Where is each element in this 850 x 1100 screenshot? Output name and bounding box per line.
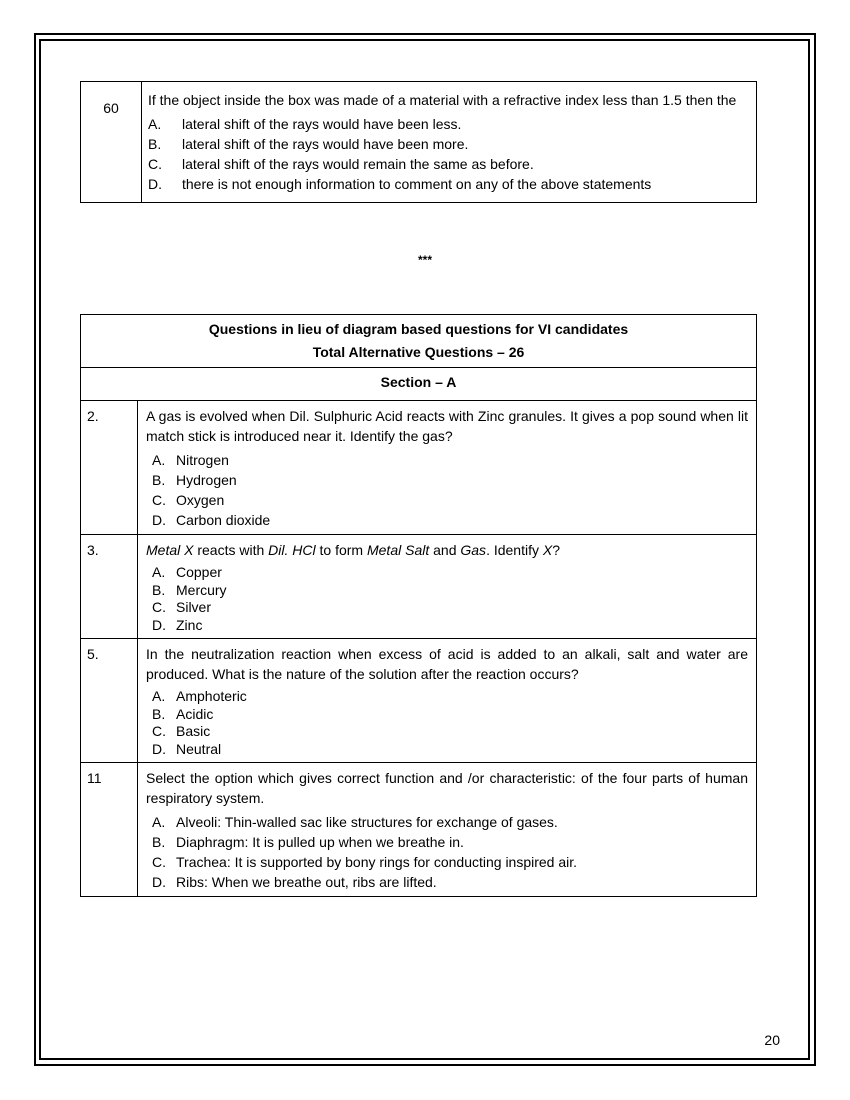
option-b: B. Acidic	[152, 705, 214, 722]
option-d: D. Neutral	[152, 740, 222, 757]
question-body	[138, 401, 757, 535]
question-stem: Select the option which gives correct function and /or characteristic: of the four parts of human respiratory system.	[146, 770, 748, 806]
question-number: 11	[81, 763, 138, 897]
option-c: C. lateral shift of the rays would remain the same as before.	[148, 156, 534, 172]
question-number: 3.	[81, 535, 138, 639]
question-body	[138, 639, 757, 763]
question-body	[142, 82, 757, 203]
option-a: A. Amphoteric	[152, 688, 247, 704]
question-stem: In the neutralization reaction when excess of acid is added to an alkali, salt and water are produced. What is the nature of the solution after the reaction occurs?	[146, 646, 748, 682]
option-c: C. Silver	[152, 599, 212, 615]
question-row	[81, 535, 757, 639]
option-b: B. Diaphragm: It is pulled up when we breathe in.	[152, 834, 464, 850]
question-row	[81, 401, 757, 535]
heading-line-2: Total Alternative Questions – 26	[312, 344, 525, 360]
question-stem: If the object inside the box was made of a material with a refractive index less than 1.5 then the	[148, 92, 737, 108]
question-60-table	[80, 81, 757, 203]
question-number: 5.	[81, 639, 138, 763]
section-separator: ***	[417, 253, 432, 267]
alternative-questions-table	[80, 314, 757, 897]
section-title: Section – A	[81, 368, 757, 401]
question-number: 60	[81, 82, 142, 203]
page-number: 20	[764, 1032, 780, 1048]
option-a: A. Alveoli: Thin-walled sac like structures for exchange of gases.	[152, 814, 558, 830]
question-row	[81, 763, 757, 897]
heading-line-1: Questions in lieu of diagram based questions for VI candidates	[208, 321, 629, 337]
option-b: B. lateral shift of the rays would have been more.	[148, 136, 469, 152]
table-heading	[81, 315, 757, 368]
option-a: A. lateral shift of the rays would have been less.	[148, 116, 462, 132]
option-d: D. there is not enough information to comment on any of the above statements	[148, 176, 652, 192]
question-body	[138, 763, 757, 897]
option-b: B. Hydrogen	[152, 472, 237, 488]
option-d: D. Zinc	[152, 616, 203, 633]
question-stem: Metal X reacts with Dil. HCl to form Metal Salt and Gas. Identify X?	[146, 542, 561, 558]
option-c: C. Basic	[152, 723, 211, 739]
option-b: B. Mercury	[152, 581, 227, 598]
option-d: D. Carbon dioxide	[152, 512, 271, 528]
option-a: A. Nitrogen	[152, 452, 229, 468]
question-stem: A gas is evolved when Dil. Sulphuric Acid reacts with Zinc granules. It gives a pop sound when lit match stick is introduced near it. Identify the gas?	[146, 408, 748, 444]
option-a: A. Copper	[152, 564, 222, 580]
question-row	[81, 639, 757, 763]
question-number: 2.	[81, 401, 138, 535]
option-d: D. Ribs: When we breathe out, ribs are lifted.	[152, 874, 437, 890]
option-c: C. Trachea: It is supported by bony rings for conducting inspired air.	[152, 854, 578, 870]
option-c: C. Oxygen	[152, 492, 225, 508]
question-body	[138, 535, 757, 639]
